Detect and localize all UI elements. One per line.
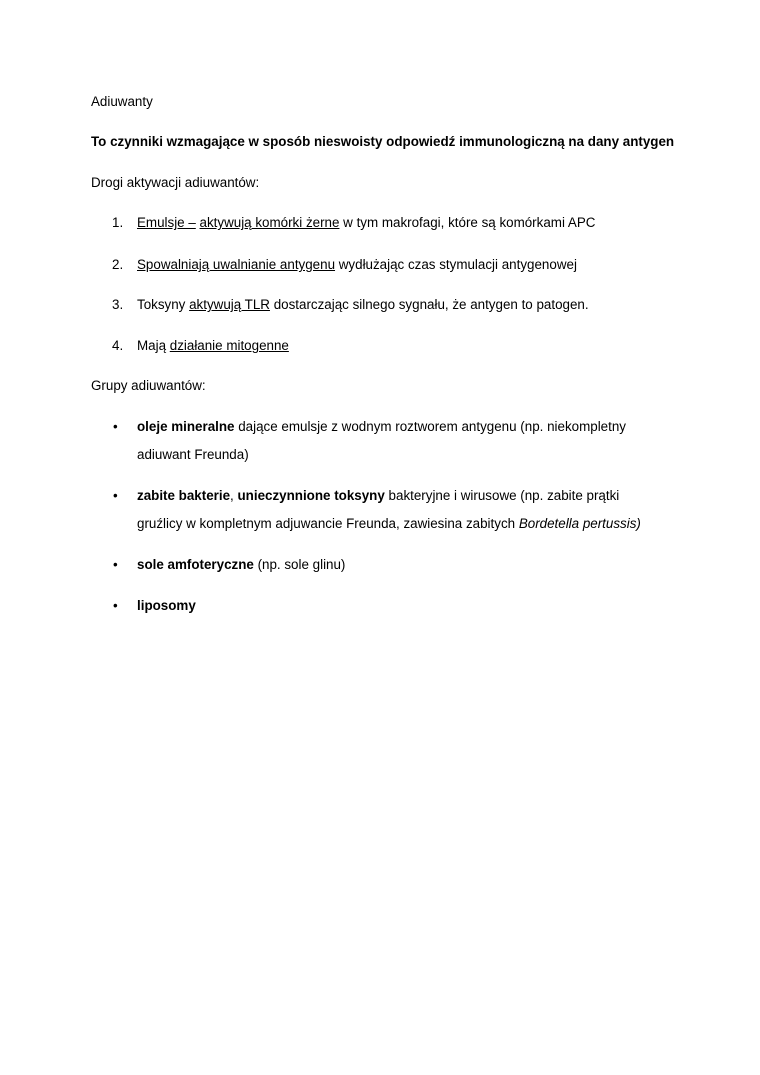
list-item-continuation: gruźlicy w kompletnym adjuwancie Freunda, zawiesina zabitych Bordetella pertussis) xyxy=(137,516,641,531)
phagocytes-term: aktywują komórki żerne xyxy=(199,215,340,230)
list-item-text: zabite bakterie, unieczynnione toksyny bakteryjne i wirusowe (np. zabite prątki xyxy=(137,488,620,503)
definition-text: To czynniki wzmagające w sposób nieswoisty odpowiedź immunologiczną na dany antygen xyxy=(91,134,675,149)
list-item-text: oleje mineralne dające emulsje z wodnym roztworem antygenu (np. niekompletny xyxy=(137,419,626,434)
mitogenic-term: działanie mitogenne xyxy=(169,338,289,353)
list-number: 3. xyxy=(112,297,124,312)
groups-title: Grupy adiuwantów: xyxy=(91,378,206,393)
bullet-icon: • xyxy=(113,557,118,572)
bullet-icon: • xyxy=(113,598,118,613)
list-item-continuation: adiuwant Freunda) xyxy=(137,447,249,462)
document-heading: Adiuwanty xyxy=(91,94,153,109)
list-item-text: Emulsje – aktywują komórki żerne w tym makrofagi, które są komórkami APC xyxy=(137,215,596,230)
list-item-text: liposomy xyxy=(137,598,196,613)
emulsions-term: Emulsje – xyxy=(137,215,196,230)
list-item-text: Toksyny aktywują TLR dostarczając silnego sygnału, że antygen to patogen. xyxy=(137,297,589,312)
activation-title: Drogi aktywacji adiuwantów: xyxy=(91,175,260,190)
list-number: 2. xyxy=(112,257,124,272)
list-number: 1. xyxy=(112,215,124,230)
slow-release-term: Spowalniają uwalnianie antygenu xyxy=(137,257,336,272)
list-item-text: Spowalniają uwalnianie antygenu wydłużając czas stymulacji antygenowej xyxy=(137,257,577,272)
tlr-term: aktywują TLR xyxy=(189,297,270,312)
list-item-text: Mają działanie mitogenne xyxy=(137,338,289,353)
list-item-text: sole amfoteryczne (np. sole glinu) xyxy=(137,557,346,572)
bullet-icon: • xyxy=(113,488,118,503)
list-number: 4. xyxy=(112,338,124,353)
bullet-icon: • xyxy=(113,419,118,434)
